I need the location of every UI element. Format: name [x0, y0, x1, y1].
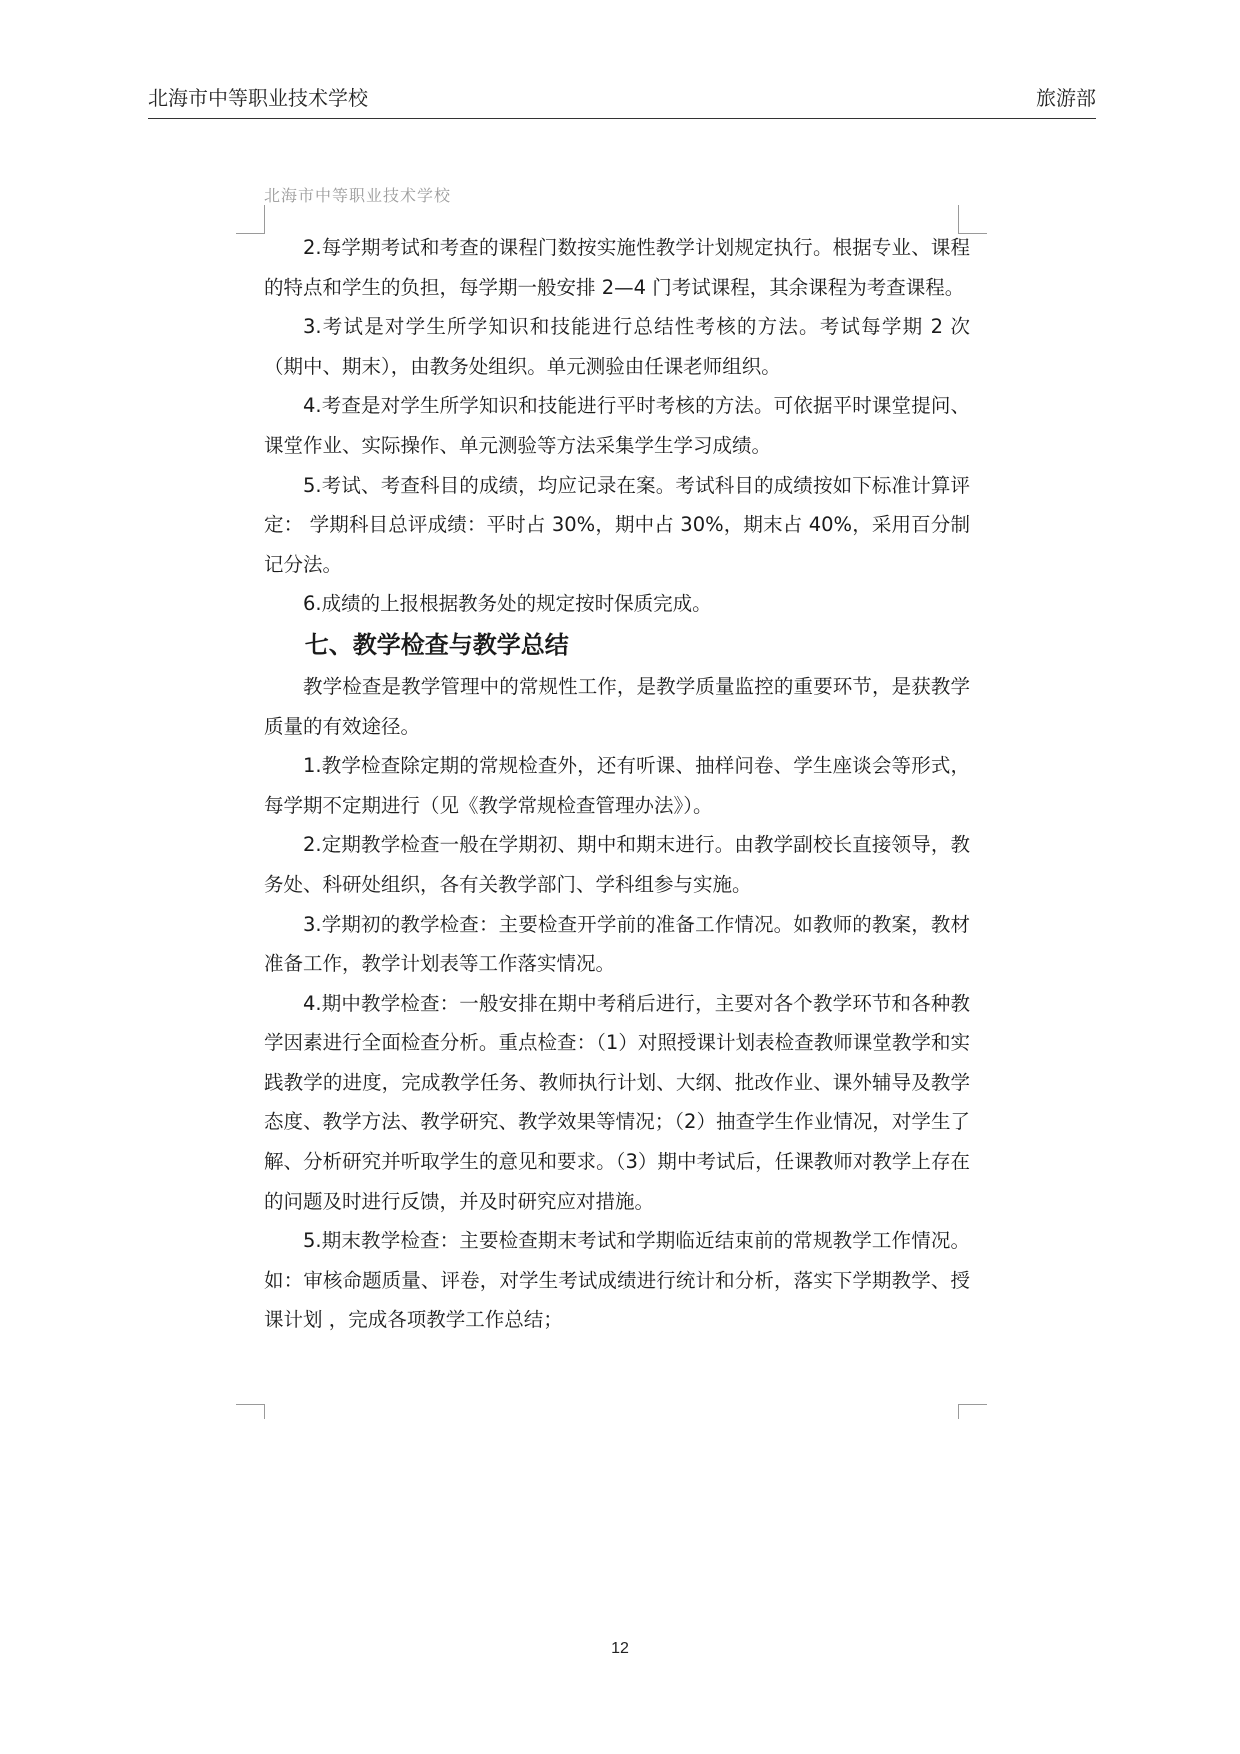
- page-number: 12: [611, 1640, 629, 1657]
- inner-document-header: 北海市中等职业技术学校: [264, 186, 452, 205]
- running-header: [148, 86, 1096, 119]
- paragraph-midterm-inspection: 4.期中教学检查：一般安排在期中考稍后进行，主要对各个教学环节和各种教学因素进行全面检查分析。重点检查：（1）对照授课计划表检查教师课堂教学和实践教学的进度，完成教学任务、教师执行计划、大纲、批改作业、课外辅导及教学态度、教学方法、教学研究、教学效果等情况；（2）抽查学生作业情况，对学生了解、分析研究并听取学生的意见和要求。（3）期中考试后，任课教师对教学上存在的问题及时进行反馈，并及时研究应对措施。: [264, 991, 970, 1213]
- paragraph-exam-course-count: 2.每学期考试和考查的课程门数按实施性教学计划规定执行。根据专业、课程的特点和学生的负担，每学期一般安排 2—4 门考试课程，其余课程为考查课程。: [264, 236, 970, 299]
- school-name: 北海市中等职业技术学校: [148, 86, 368, 110]
- paragraph-regular-inspection: 2.定期教学检查一般在学期初、期中和期末进行。由教学副校长直接领导，教务处、科研处组织，各有关教学部门、学科组参与实施。: [264, 833, 970, 896]
- department-name: 旅游部: [1036, 86, 1096, 110]
- paragraph-grade-calculation: 5.考试、考查科目的成绩，均应记录在案。考试科目的成绩按如下标准计算评定： 学期科目总评成绩：平时占 30%，期中占 30%，期末占 40%，采用百分制记分法。: [264, 473, 970, 576]
- crop-mark-bottom-right: [958, 1404, 987, 1419]
- paragraph-end-of-term-inspection: 5.期末教学检查：主要检查期末考试和学期临近结束前的常规教学工作情况。如：审核命题质量、评卷，对学生考试成绩进行统计和分析，落实下学期教学、授课计划 ，完成各项教学工作总结；: [264, 1229, 970, 1332]
- paragraph-start-of-term-inspection: 3.学期初的教学检查：主要检查开学前的准备工作情况。如教师的教案，教材准备工作，教学计划表等工作落实情况。: [264, 912, 970, 976]
- section-heading: 七、教学检查与教学总结: [304, 630, 569, 659]
- paragraph-exam-definition: 3.考试是对学生所学知识和技能进行总结性考核的方法。考试每学期 2 次（期中、期末），由教务处组织。单元测验由任课老师组织。: [264, 315, 970, 378]
- paragraph-inspection-intro: 教学检查是教学管理中的常规性工作，是教学质量监控的重要环节，是获教学质量的有效途径。: [264, 674, 970, 738]
- paragraph-grade-reporting: 6.成绩的上报根据教务处的规定按时保质完成。: [303, 592, 712, 616]
- paragraph-inspection-forms: 1.教学检查除定期的常规检查外，还有听课、抽样问卷、学生座谈会等形式，每学期不定期进行（见《教学常规检查管理办法》）。: [264, 754, 970, 817]
- crop-mark-bottom-left: [236, 1404, 265, 1419]
- document-body: [264, 228, 970, 1340]
- crop-mark-top-left: [236, 205, 265, 234]
- paragraph-assessment-definition: 4.考查是对学生所学知识和技能进行平时考核的方法。可依据平时课堂提问、课堂作业、实际操作、单元测验等方法采集学生学习成绩。: [264, 394, 970, 457]
